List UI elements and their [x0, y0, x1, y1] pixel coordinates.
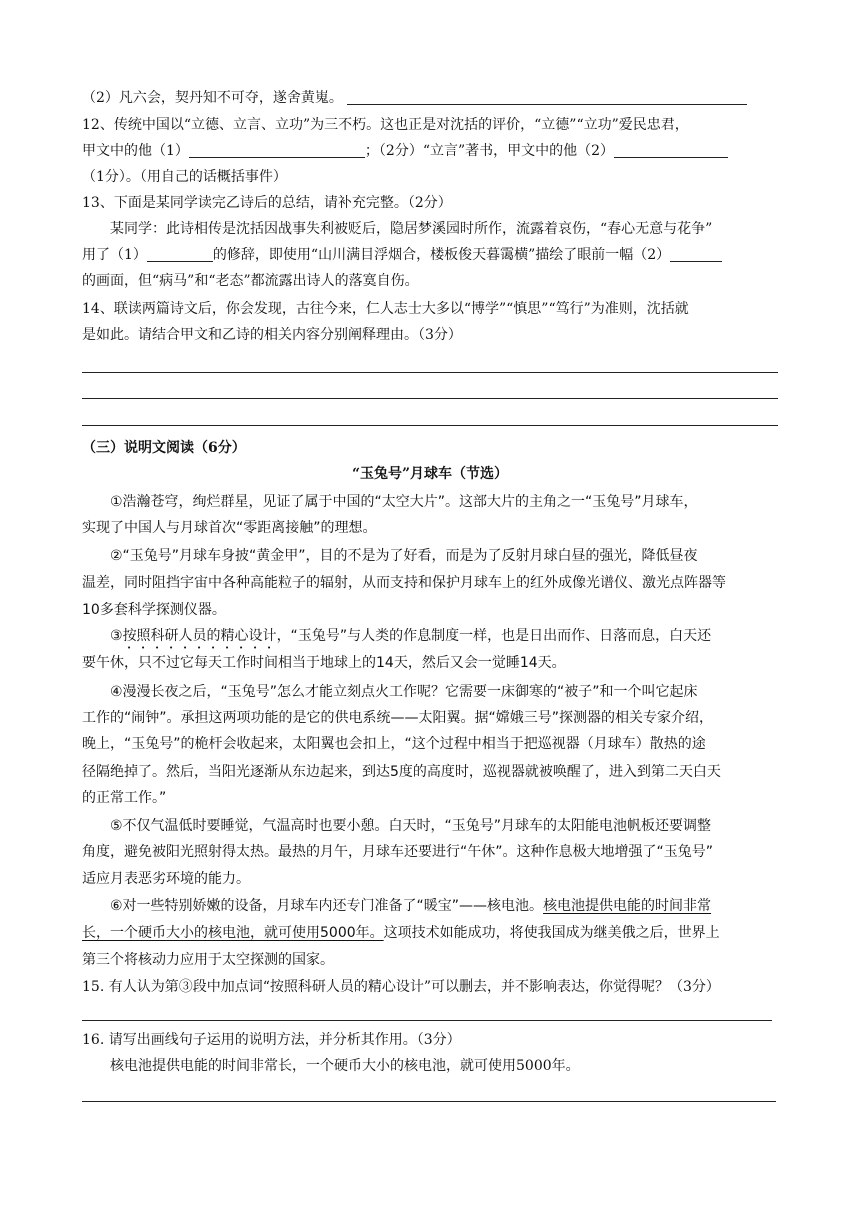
q11-answer-blank[interactable] — [347, 88, 747, 105]
q13-line-2: 某同学：此诗相传是沈括因战事失利被贬后，隐居梦溪园时所作，流露着哀伤，“春心无意与花争” — [110, 221, 713, 237]
passage-p1-line-2: 实现了中国人与月球首次“零距离接触”的理想。 — [82, 520, 377, 536]
q12-answer-blank-1[interactable] — [189, 141, 365, 158]
q13-part-1-label: 用了（1） — [82, 247, 147, 263]
passage-p2-line-1: ②“玉兔号”月球车身披“黄金甲”，目的不是为了好看，而是为了反射月球白昼的强光，降低昼夜 — [110, 548, 698, 564]
underlined-sentence-part-2: 长，一个硬币大小的核电池，就可使用5000年。 — [82, 925, 384, 941]
q15-answer-line[interactable] — [82, 1020, 772, 1021]
q12-line-1: 12、传统中国以“立德、立言、立功”为三不朽。这也正是对沈括的评价，“立德”“立功”爱民忠君， — [82, 117, 689, 133]
q16-answer-line[interactable] — [82, 1101, 776, 1102]
q13-answer-blank-1[interactable] — [147, 245, 213, 262]
section-3-heading: （三）说明文阅读（6分） — [82, 440, 246, 456]
q14-line-1: 14、联读两篇诗文后，你会发现，古往今来，仁人志士大多以“博学”“慎思”“笃行”为准则，沈括就 — [82, 301, 689, 317]
q15-question: 15. 有人认为第③段中加点词“按照科研人员的精心设计”可以删去，并不影响表达，你觉得呢？（3分） — [82, 979, 720, 995]
passage-p3-line-1 — [110, 624, 711, 652]
q14-answer-line-3[interactable] — [82, 425, 778, 426]
passage-p4-line-2: 工作的“闹钟”。承担这两项功能的是它的供电系统——太阳翼。据“嫦娥三号”探测器的相关专家介绍， — [82, 710, 714, 726]
passage-p4-line-4: 径隔绝掉了。然后，当阳光逐渐从东边起来，到达5度的高度时，巡视器就被唤醒了，进入到第二天白天 — [82, 764, 721, 780]
passage-p3-line-2: 要午休，只不过它每天工作时间相当于地球上的14天，然后又会一觉睡14天。 — [82, 655, 566, 671]
q12-line-3: （1分）。（用自己的话概括事件） — [82, 169, 287, 185]
q13-answer-blank-2[interactable] — [670, 245, 722, 262]
underlined-sentence-part-1: 核电池提供电能的时间非常 — [543, 898, 712, 914]
passage-title: “玉兔号”月球车（节选） — [351, 466, 509, 482]
passage-p2-line-3: 10多套科学探测仪器。 — [82, 602, 226, 618]
passage-p4-line-3: 晚上，“玉兔号”的桅杆会收起来，太阳翼也会扣上，“这个过程中相当于把巡视器（月球车）散热的途 — [82, 736, 706, 752]
passage-p6-line-1 — [110, 894, 711, 918]
q14-answer-line-2[interactable] — [82, 398, 778, 399]
passage-p4-line-1: ④漫漫长夜之后，“玉兔号”怎么才能立刻点火工作呢？它需要一床御寒的“被子”和一个叫它起床 — [110, 684, 698, 700]
q13-line-1: 13、下面是某同学读完乙诗后的总结，请补充完整。（2分） — [82, 195, 452, 211]
passage-p1-line-1: ①浩瀚苍穹，绚烂群星，见证了属于中国的“太空大片”。这部大片的主角之一“玉兔号”月球车， — [110, 494, 698, 510]
q13-part-2-label: 的修辞，即使用“山川满目浮烟合，楼板俊天暮霭横”描绘了眼前一幅（2） — [212, 247, 671, 263]
passage-p6-line-2 — [82, 921, 720, 945]
passage-p5-line-2: 角度，避免被阳光照射得太热。最热的月午，月球车还要进行“午休”。这种作息极大地增强了“玉兔号” — [82, 844, 714, 860]
q14-line-2: 是如此。请结合甲文和乙诗的相关内容分别阐释理由。（3分） — [82, 327, 462, 343]
q11-item-2 — [82, 86, 747, 110]
q14-answer-line-1[interactable] — [82, 372, 778, 373]
q11-item-2-text: （2）凡六会，契丹知不可夺，遂舍黄嵬。 — [82, 90, 343, 106]
q13-line-4: 的画面，但“病马”和“老态”都流露出诗人的落寞自伤。 — [82, 273, 419, 289]
passage-p5-line-1: ⑤不仅气温低时要睡觉，气温高时也要小憩。白天时，“玉兔号”月球车的太阳能电池帆板还要调整 — [110, 818, 712, 834]
passage-p4-line-5: 的正常工作。” — [82, 790, 167, 806]
q12-part-2-label: ；（2分）“立言”著书，甲文中的他（2） — [364, 143, 615, 159]
q13-line-3 — [82, 243, 722, 267]
passage-p6-line-3: 第三个将核动力应用于太空探测的国家。 — [82, 952, 334, 968]
p6-line-2-rest: 这项技术如能成功，将使我国成为继美俄之后，世界上 — [383, 925, 720, 941]
q16-line-1: 16. 请写出画线句子运用的说明方法，并分析其作用。（3分） — [82, 1032, 461, 1048]
q16-line-2: 核电池提供电能的时间非常长，一个硬币大小的核电池，就可使用5000年。 — [110, 1058, 580, 1074]
dotted-phrase: 按照科研人员的精心设计 — [122, 628, 277, 644]
p3-marker: ③ — [110, 628, 123, 644]
q12-part-1-label: 甲文中的他（1） — [82, 143, 189, 159]
passage-p5-line-3: 适应月表恶劣环境的能力。 — [82, 871, 250, 887]
p6-line-1-text: ⑥对一些特别娇嫩的设备，月球车内还专门准备了“暖宝”——核电池。 — [110, 898, 544, 914]
passage-p2-line-2: 温差，同时阻挡宇宙中各种高能粒子的辐射，从而支持和保护月球车上的红外成像光谱仪、激光点阵器等 — [82, 575, 726, 591]
p3-line-1-rest: ，“玉兔号”与人类的作息制度一样，也是日出而作、日落而息，白天还 — [276, 628, 712, 644]
q12-answer-blank-2[interactable] — [614, 141, 728, 158]
q12-line-2 — [82, 139, 728, 163]
